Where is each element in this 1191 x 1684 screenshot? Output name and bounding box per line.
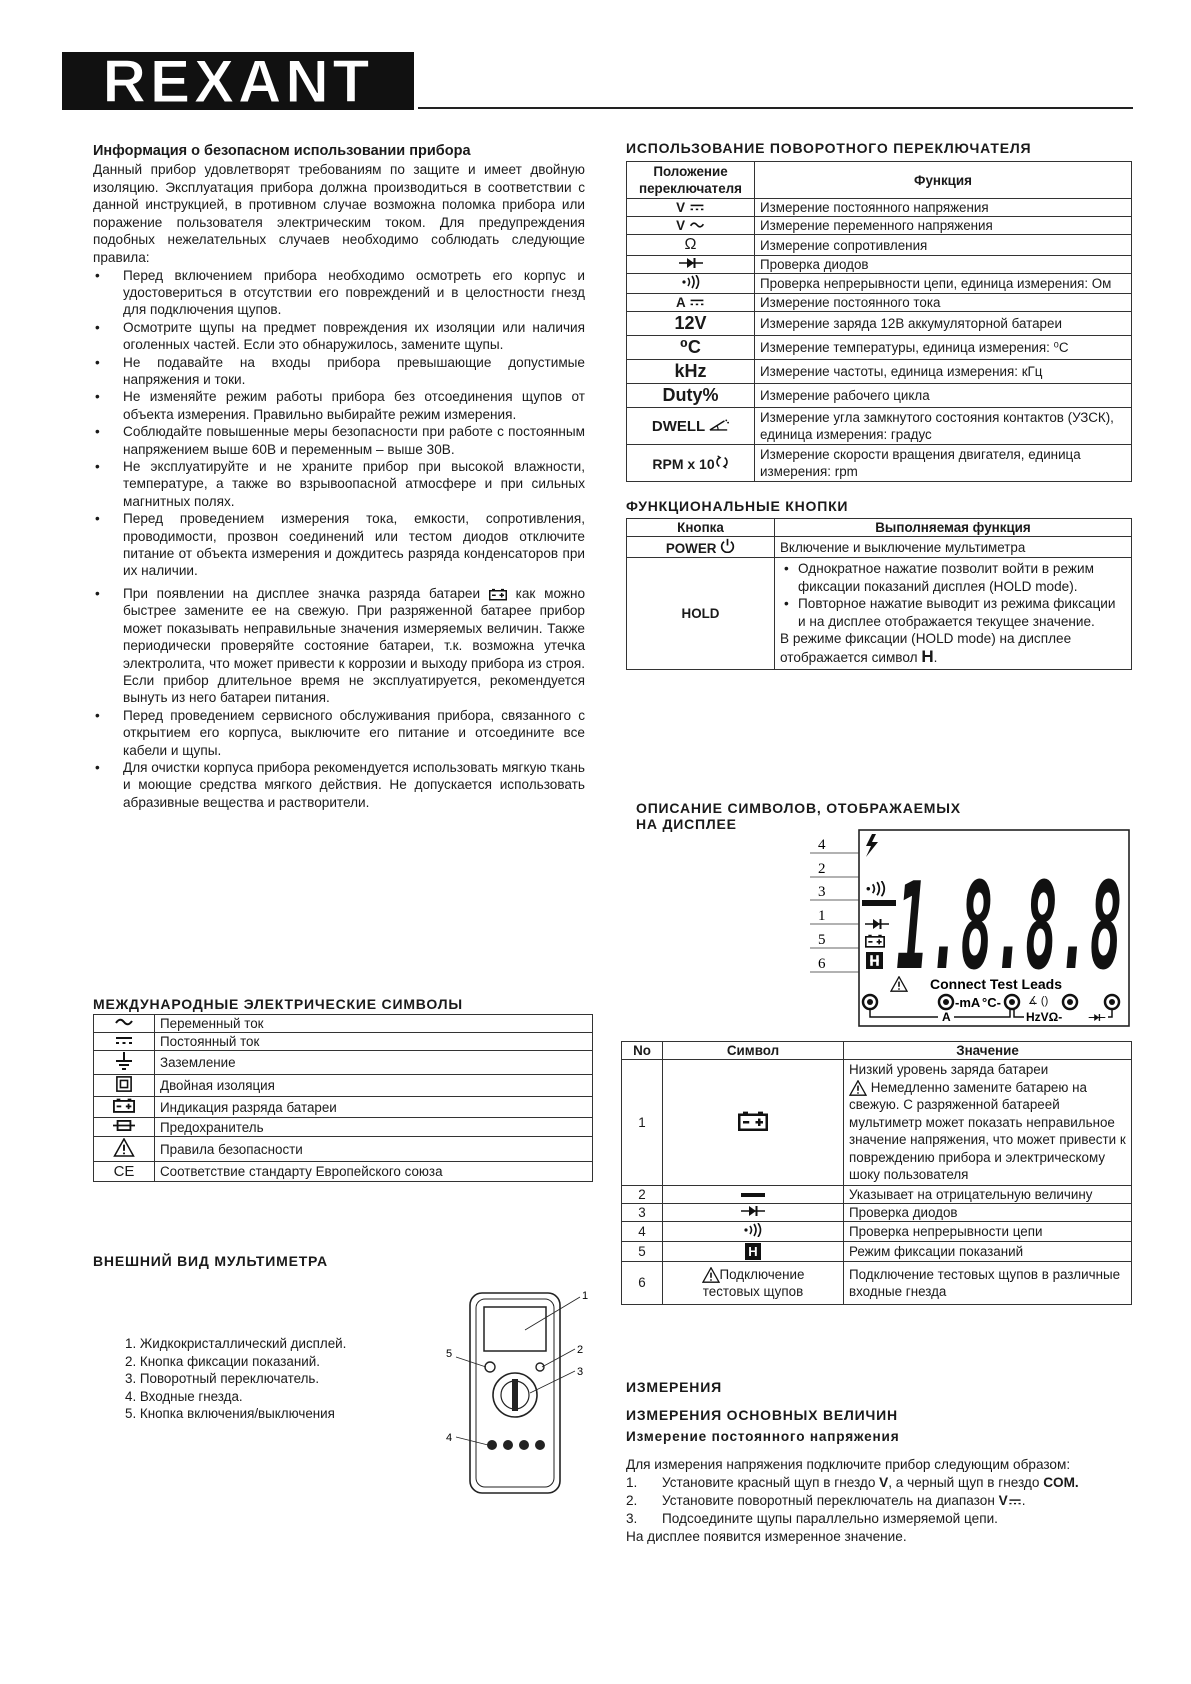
symbol-label: Предохранитель xyxy=(155,1118,593,1137)
table-row: V Измерение переменного напряжения xyxy=(627,217,1132,235)
diode-icon xyxy=(740,1205,766,1217)
table-row: 4 Проверка непрерывности цепи xyxy=(622,1221,1132,1241)
rotary-title: ИСПОЛЬЗОВАНИЕ ПОВОРОТНОГО ПЕРЕКЛЮЧАТЕЛЯ xyxy=(626,140,1032,156)
diode-icon xyxy=(678,257,704,269)
buttons-title: ФУНКЦИОНАЛЬНЫЕ КНОПКИ xyxy=(626,498,849,514)
list-item: 1. Жидкокристаллический дисплей. xyxy=(125,1336,347,1351)
display-callout: 2 xyxy=(818,861,826,877)
symbol-label: Правила безопасности xyxy=(155,1137,593,1162)
list-item: 2. Кнопка фиксации показаний. xyxy=(125,1353,320,1369)
rule: • Осмотрите щупы на предмет повреждения их изоляции или наличия оголенных частей. Если это обнаружилось, замените щупы. xyxy=(93,319,585,354)
continuity-icon xyxy=(743,1223,763,1237)
ground-icon xyxy=(114,1052,134,1070)
battery-rule-b: как можно быстрее замените ее на свежую. При разряженной батарее прибор может показывать неправильные значения измеряемых величин. Также периодически проверяйте состояние батареи, т.к. возможна утечка электролита, что может привести к коррозии и выходу прибора из строя. Если прибор длительное время не эксплуатируется, рекомендуется вынуть из него батареи питания. xyxy=(123,585,586,706)
table-header-row xyxy=(627,519,1132,537)
rotary-table xyxy=(626,161,1132,482)
col-header: Функция xyxy=(755,162,1132,199)
header-rule xyxy=(418,107,1133,109)
symbol-label: Двойная изоляция xyxy=(155,1075,593,1097)
battery-icon xyxy=(489,588,507,601)
display-title-1: ОПИСАНИЕ СИМВОЛОВ, ОТОБРАЖАЕМЫХ xyxy=(636,800,961,816)
double-insulation-icon xyxy=(116,1076,132,1092)
power-label: POWER xyxy=(665,541,717,556)
svg-text:HzVΩ-: HzVΩ- xyxy=(1026,1010,1063,1024)
table-row: V Измерение постоянного напряжения xyxy=(627,199,1132,217)
appearance-list xyxy=(125,1335,425,1423)
table-row xyxy=(94,1051,593,1075)
battery-icon xyxy=(738,1111,768,1131)
list-item: 2. Установите поворотный переключатель на диапазон V . xyxy=(626,1492,1026,1508)
table-row xyxy=(94,1162,593,1182)
warning-icon xyxy=(702,1267,720,1283)
table-row: 6 Подключение тестовых щупов Подключение тестовых щупов в различные входные гнезда xyxy=(622,1261,1132,1304)
svg-text:-mA: -mA xyxy=(955,995,981,1010)
display-callout: 3 xyxy=(818,884,826,900)
measure-h1: ИЗМЕРЕНИЯ xyxy=(626,1379,722,1395)
symbol-label: Соответствие стандарту Европейского союза xyxy=(155,1162,593,1182)
warning-icon xyxy=(113,1138,135,1157)
lcd-digits: 1.8.8.8 xyxy=(896,858,1122,997)
hold-h-symbol: H xyxy=(921,647,934,666)
table-header-row: No Символ Значение xyxy=(622,1042,1132,1060)
table-row xyxy=(94,1033,593,1051)
table-row: Duty% Измерение рабочего цикла xyxy=(627,384,1132,408)
measure-intro: Для измерения напряжения подключите прибор следующим образом: xyxy=(626,1457,1071,1472)
table-row: Проверка непрерывности цепи, единица измерения: Ом xyxy=(627,274,1132,294)
warning-icon xyxy=(849,1080,867,1096)
list-item: 3. Поворотный переключатель. xyxy=(125,1371,320,1386)
svg-text:°C-: °C- xyxy=(982,995,1001,1010)
list-item: 4. Входные гнезда. xyxy=(125,1388,243,1404)
safety-rules xyxy=(93,267,585,812)
measure-outro: На дисплее появится измеренное значение. xyxy=(626,1528,907,1544)
list-item: 3. Подсоедините щупы параллельно измеряемой цепи. xyxy=(626,1510,998,1526)
display-callout: 6 xyxy=(818,956,826,972)
table-row: Проверка диодов xyxy=(627,256,1132,274)
table-row: 5 H Режим фиксации показаний xyxy=(622,1241,1132,1261)
fuse-icon xyxy=(113,1119,135,1132)
connect-leads-text: Connect Test Leads xyxy=(930,976,1062,992)
dwell-icon xyxy=(709,418,729,431)
lcd-display-diagram xyxy=(810,828,1132,1028)
dc-icon xyxy=(1008,1497,1022,1506)
measure-h2: ИЗМЕРЕНИЯ ОСНОВНЫХ ВЕЛИЧИН xyxy=(626,1407,898,1423)
callout-1: 1 xyxy=(582,1290,589,1302)
table-row: 1 Низкий уровень заряда батареи Немедленно замените батарею на свежую. С разряженной батареей мультиметр может показать неправильное значение напряжения, что может привести к повреждению прибора и электрическому шоку пользователя xyxy=(622,1060,1132,1186)
symbol-label: Переменный ток xyxy=(155,1015,593,1033)
measurements-section xyxy=(626,1379,1128,1545)
hold-list: • Однократное нажатие позволит войти в режим фиксации показаний дисплея (HOLD mode). • Повторное нажатие выводит из режима фиксации и на дисплее отображается текущее значение. xyxy=(780,560,1126,630)
svg-text:∡ (): ∡ () xyxy=(1028,995,1049,1007)
rule: • Не эксплуатируйте и не храните прибор при высокой влажности, температуре, а также во взрывоопасной атмосфере и при сильных магнитных полях. xyxy=(93,458,585,510)
dc-icon xyxy=(689,297,705,307)
table-row: 3 Проверка диодов xyxy=(622,1203,1132,1221)
dc-icon xyxy=(689,202,705,212)
col-header: Кнопка xyxy=(627,519,775,537)
left-column xyxy=(93,143,585,811)
dc-icon xyxy=(114,1034,134,1046)
col-header: Выполняемая функция xyxy=(775,519,1132,537)
rule: • Перед проведением измерения тока, емкости, сопротивления, проводимости, прозвон соединений или тестом диодов отключите питание от объекта измерения и дождитесь разряда конденсаторов при их наличии. xyxy=(93,510,585,580)
display-title-2: НА ДИСПЛЕЕ xyxy=(636,816,737,832)
ce-mark-icon: CE xyxy=(113,1163,135,1180)
minus-icon xyxy=(740,1191,766,1199)
col-header: Положение переключателя xyxy=(627,162,755,199)
battery-rule-a: При появлении на дисплее значка разряда батареи xyxy=(123,585,481,601)
symbol-label: Заземление xyxy=(155,1051,593,1075)
power-icon xyxy=(720,538,735,553)
ac-icon xyxy=(114,1016,134,1028)
display-symbols-table xyxy=(621,1041,1132,1305)
rule: • Перед проведением сервисного обслуживания прибора, связанного с открытием его корпуса, выключите его питание и отсоедините все кабели и щупы. xyxy=(93,707,585,759)
hold-label: HOLD xyxy=(627,558,775,670)
measure-steps xyxy=(626,1474,1128,1528)
table-row xyxy=(94,1137,593,1162)
table-row: kHz Измерение частоты, единица измерения: кГц xyxy=(627,360,1132,384)
buttons-table xyxy=(626,518,1132,670)
continuity-icon xyxy=(681,275,701,289)
symbol-label: Индикация разряда батареи xyxy=(155,1097,593,1118)
table-row: 12V Измерение заряда 12В аккумуляторной батареи xyxy=(627,312,1132,336)
intl-symbols-table xyxy=(93,1014,593,1182)
table-row: RPM x 10 Измерение скорости вращения двигателя, единица измерения: rpm xyxy=(627,445,1132,482)
display-callout: 5 xyxy=(818,932,826,948)
table-row: ⁰C Измерение температуры, единица измерения: ⁰C xyxy=(627,336,1132,360)
hold-h-icon: H xyxy=(745,1243,761,1260)
callout-2: 2 xyxy=(577,1344,584,1356)
intl-symbols-title: МЕЖДУНАРОДНЫЕ ЭЛЕКТРИЧЕСКИЕ СИМВОЛЫ xyxy=(93,996,463,1012)
rotary-section xyxy=(626,140,1132,670)
svg-text:A: A xyxy=(942,1010,951,1024)
safety-intro: Данный прибор удовлетворят требованиям по защите и имеет двойную изоляцию. Эксплуатация прибора должна производиться в соответствии с данной инструкцией, в противном случае возможна поломка прибора или поражение пользователя электрическим током. Для предупреждения подобных нежелательных случаев необходимо соблюдать следующие правила: xyxy=(93,162,585,265)
display-callout: 4 xyxy=(818,837,826,853)
callout-4: 4 xyxy=(446,1432,453,1444)
rule-battery xyxy=(93,585,585,707)
table-row xyxy=(94,1097,593,1118)
rexant-logo xyxy=(62,52,414,110)
table-row xyxy=(94,1015,593,1033)
appearance-title: ВНЕШНИЙ ВИД МУЛЬТИМЕТРА xyxy=(93,1253,328,1269)
appearance-section xyxy=(93,1253,593,1269)
brand-text: REXANT xyxy=(102,52,374,110)
table-row: 2 Указывает на отрицательную величину xyxy=(622,1185,1132,1203)
rule: • Перед включением прибора необходимо осмотреть его корпус и удостовериться в отсутствии его повреждений и в целостности гнезд для подключения щупов. xyxy=(93,267,585,319)
callout-5: 5 xyxy=(446,1348,453,1360)
table-row: Ω Измерение сопротивления xyxy=(627,235,1132,256)
rule: • Не подавайте на входы прибора превышающие допустимые напряжения и токи. xyxy=(93,354,585,389)
table-row xyxy=(94,1075,593,1097)
table-row: A Измерение постоянного тока xyxy=(627,294,1132,312)
table-row: DWELL Измерение угла замкнутого состояния контактов (УЗСК), единица измерения: градус xyxy=(627,408,1132,445)
list-item: 1. Установите красный щуп в гнездо V, а черный щуп в гнездо COM. xyxy=(626,1474,1079,1490)
multimeter-illustration xyxy=(440,1285,600,1500)
rule: • Соблюдайте повышенные меры безопасности при работе с постоянным напряжением выше 60В и переменным – выше 30В. xyxy=(93,423,585,458)
display-callout: 1 xyxy=(818,908,826,924)
list-item: 5. Кнопка включения/выключения xyxy=(125,1406,335,1421)
rule: • Не изменяйте режим работы прибора без отсоединения щупов от объекта измерения. Правильно выбирайте режим измерения. xyxy=(93,388,585,423)
ac-icon xyxy=(689,220,705,230)
symbol-label: Постоянный ток xyxy=(155,1033,593,1051)
table-row: HOLD • Однократное нажатие позволит войти в режим фиксации показаний дисплея (HOLD mode). • Повторное нажатие выводит из режима фиксации и на дисплее отображается текущее значение. В режиме фиксации (HOLD mode) на дисплее отображается символ H. xyxy=(627,558,1132,670)
measure-h3: Измерение постоянного напряжения xyxy=(626,1429,900,1444)
callout-3: 3 xyxy=(577,1366,584,1378)
intl-symbols-section xyxy=(93,996,593,1182)
table-header-row xyxy=(627,162,1132,199)
safety-title: Информация о безопасном использовании прибора xyxy=(93,143,471,159)
battery-icon xyxy=(113,1098,135,1113)
rule: • Для очистки корпуса прибора рекомендуется использовать мягкую ткань и моющие средства мягкого действия. Не допускается использовать абразивные вещества и растворители. xyxy=(93,759,585,811)
display-symbols-section xyxy=(621,1041,1132,1305)
table-row xyxy=(94,1118,593,1137)
rpm-icon xyxy=(715,455,729,469)
table-row: POWER Включение и выключение мультиметра xyxy=(627,537,1132,558)
